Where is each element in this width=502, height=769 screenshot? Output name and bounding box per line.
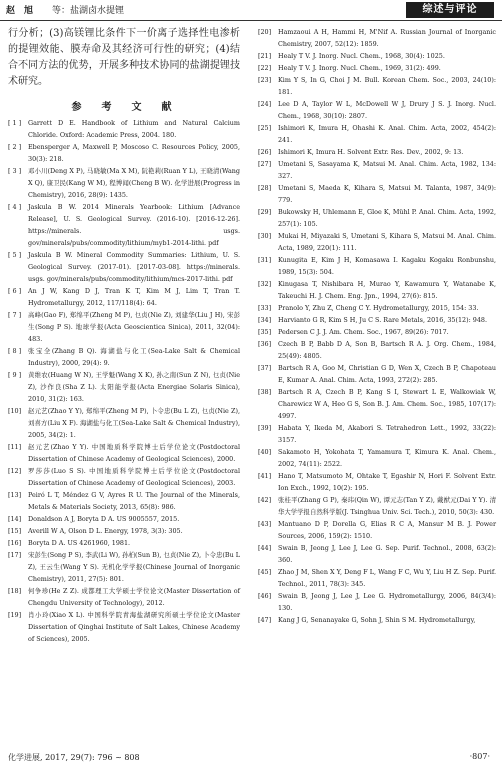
reference-item	[258, 590, 496, 614]
reference-text: 何争珍(He Z Z). 成都理工大学硕士学位论文(Master Dissertation of Chengdu University of Technology), 2012.	[28, 587, 240, 607]
reference-number: [34]	[258, 316, 272, 324]
reference-number: [23]	[258, 76, 272, 84]
reference-text: 肖小玲(Xiao X L). 中国科学院青海盐湖研究所硕士学位论文(Master Dissertation of Qinghai Institute of Salt Lakes, Chinese Academy of Sciences), 2005.	[28, 611, 240, 643]
reference-item	[8, 549, 240, 585]
reference-number: [16]	[8, 539, 22, 547]
reference-item	[258, 158, 496, 182]
reference-text: Jaskula B W. Mineral Commodity Summaries: Lithium, U. S. Geological Survey. (2017-01). [2017-03-08]. https://minerals. usgs. gov/minerals/pubs/commodity/lithium/mcs-2017-lithi. pdf	[28, 251, 240, 283]
right-column	[258, 26, 496, 626]
reference-text: Averill W A, Olson D L. Energy, 1978, 3(3): 305.	[28, 527, 183, 535]
references-list-right	[258, 26, 496, 626]
reference-item	[258, 362, 496, 386]
reference-text: Kim Y S, In G, Choi J M. Bull. Korean Chem. Soc., 2003, 24(10): 181.	[278, 76, 496, 96]
reference-item	[258, 338, 496, 362]
reference-number: [18]	[8, 587, 22, 595]
reference-item	[258, 302, 496, 314]
reference-number: [ 8 ]	[8, 347, 22, 355]
reference-text: Pedersen C J. J. Am. Chem. Soc., 1967, 89(26): 7017.	[278, 328, 449, 336]
reference-text: Healy T V. J. Inorg. Nucl. Chem., 1969, 31(2): 499.	[278, 64, 441, 72]
reference-item	[8, 249, 240, 285]
page-header	[0, 0, 502, 21]
reference-item	[8, 201, 240, 249]
reference-text: Kang J G, Senanayake G, Sohn J, Shin S M. Hydrometallurgy,	[278, 616, 476, 624]
reference-item	[8, 165, 240, 201]
reference-item	[258, 122, 496, 146]
reference-number: [15]	[8, 527, 22, 535]
reference-text: Peiró L T, Méndez G V, Ayres R U. The Journal of the Minerals, Metals & Materials Society, 2013, 65(8): 986.	[28, 491, 240, 511]
reference-item	[8, 609, 240, 645]
reference-text: 罗莎莎(Luo S S). 中国地质科学院博士后学位论文(Postdoctoral Dissertation of Chinese Academy of Geological Sciences), 2003.	[28, 467, 240, 487]
reference-text: Hamzaoui A H, Hammi H, M'Nif A. Russian Journal of Inorganic Chemistry, 2007, 52(12): 1859.	[278, 28, 496, 48]
reference-text: Ishimori K, Imura H, Ohashi K. Anal. Chim. Acta, 2002, 454(2): 241.	[278, 124, 496, 144]
reference-number: [ 7 ]	[8, 311, 22, 319]
reference-item	[8, 525, 240, 537]
reference-number: [32]	[258, 280, 272, 288]
reference-number: [21]	[258, 52, 272, 60]
reference-item	[258, 74, 496, 98]
reference-item	[258, 50, 496, 62]
reference-text: Kinugasa T, Nishibara H, Murao Y, Kawamura Y, Watanabe K, Takeuchi H. J. Chem. Eng. Jpn., 1994, 27(6): 815.	[278, 280, 496, 300]
reference-number: [29]	[258, 208, 272, 216]
reference-text: Umetani S, Maeda K, Kihara S, Matsui M. Talanta, 1987, 34(9): 779.	[278, 184, 496, 204]
reference-number: [28]	[258, 184, 272, 192]
reference-item	[258, 62, 496, 74]
reference-number: [12]	[8, 467, 22, 475]
reference-number: [22]	[258, 64, 272, 72]
reference-item	[258, 518, 496, 542]
reference-number: [11]	[8, 443, 22, 451]
reference-item	[8, 141, 240, 165]
reference-text: Ishimori K, Imura H. Solvent Extr. Res. Dev., 2002, 9: 13.	[278, 148, 464, 156]
reference-item	[8, 309, 240, 345]
reference-text: Swain B, Jeong J, Lee J, Lee G. Sep. Purif. Technol., 2008, 63(2): 360.	[278, 544, 496, 564]
reference-number: [43]	[258, 520, 272, 528]
reference-text: 黄维农(Huang W N), 王学魁(Wang X K), 孙之南(Sun Z N), 乜贞(Nie Z), 沙作良(Sha Z L). 太阳能学报(Acta Energiae Solaris Sinica), 2010, 31(2): 163.	[28, 371, 240, 403]
reference-number: [40]	[258, 448, 272, 456]
reference-text: 张宝全(Zhang B Q). 海湖盐与化工(Sea-Lake Salt & Chemical Industry), 2000, 29(4): 9.	[28, 347, 240, 367]
reference-item	[8, 513, 240, 525]
reference-text: Swain B, Jeong J, Lee J, Lee G. Hydrometallurgy, 2006, 84(3/4): 130.	[278, 592, 496, 612]
reference-number: [13]	[8, 491, 22, 499]
reference-number: [ 6 ]	[8, 287, 22, 295]
references-list-left	[8, 117, 240, 645]
reference-text: Garrett D E. Handbook of Lithium and Natural Calcium Chloride. Oxford: Academic Press, 2004. 180.	[28, 119, 240, 139]
reference-number: [37]	[258, 364, 272, 372]
reference-number: [ 9 ]	[8, 371, 22, 379]
reference-number: [47]	[258, 616, 272, 624]
reference-text: 邓小川(Deng X P), 马晓敏(Ma X M), 阮艳莉(Ruan Y L), 王晓清(Wang X Q), 康卫民(Kang W M), 程博闻(Cheng B W). 化学进展(Progress in Chemistry), 2016, 28(9): 1435.	[28, 167, 240, 199]
reference-number: [20]	[258, 28, 272, 36]
reference-text: Bartsch R A, Goo M, Christian G D, Wen X, Czech B P, Chapoteau E, Kumar A. Anal. Chim. Acta, 1993, 272(2): 285.	[278, 364, 496, 384]
reference-text: Zhao J M, Shen X Y, Deng F L, Wang F C, Wu Y, Liu H Z. Sep. Purif. Technol., 2011, 78(3): 345.	[278, 568, 496, 588]
reference-text: 张桂平(Zhang G P), 秦玮(Qin W), 谭元志(Tan Y Z), 戴猷元(Dai Y Y). 清华大学学报自然科学版(J. Tsinghua Univ. Sci. Tech.), 2010, 50(3): 430.	[278, 496, 496, 516]
header-author: 赵 旭	[6, 6, 34, 16]
reference-number: [33]	[258, 304, 272, 312]
reference-text: Mukai H, Miyazaki S, Umetani S, Kihara S, Matsui M. Anal. Chim. Acta, 1989, 220(1): 111.	[278, 232, 496, 252]
reference-text: Hano T, Matsumoto M, Ohtake T, Egashir N, Hori F. Solvent Extr. Ion Exch., 1992, 10(2): 195.	[278, 472, 496, 492]
reference-text: Harvianto G R, Kim S H, Ju C S. Rare Metals, 2016, 35(12): 948.	[278, 316, 487, 324]
left-column	[8, 26, 240, 645]
reference-text: 高峰(Gao F), 郑绵平(Zheng M P), 乜贞(Nie Z), 刘建华(Liu J H), 宋彭生(Song P S). 地球学报(Acta Geoscientica Sinica), 2011, 32(04): 483.	[28, 311, 240, 343]
reference-item	[258, 470, 496, 494]
footer-page-number: ·807·	[469, 752, 490, 761]
reference-text: Sakamoto H, Yokohata T, Yamamura T, Kimura K. Anal. Chem., 2002, 74(11): 2522.	[278, 448, 496, 468]
reference-number: [14]	[8, 515, 22, 523]
reference-text: Bukowsky H, Uhlemann E, Gloe K, Mühl P. Anal. Chim. Acta, 1992, 257(1): 105.	[278, 208, 496, 228]
reference-item	[8, 117, 240, 141]
reference-number: [39]	[258, 424, 272, 432]
reference-item	[8, 465, 240, 489]
reference-text: Lee D A, Taylor W L, McDowell W J, Drury J S. J. Inorg. Nucl. Chem., 1968, 30(10): 2807.	[278, 100, 496, 120]
reference-item	[258, 314, 496, 326]
reference-item	[258, 386, 496, 422]
reference-item	[258, 326, 496, 338]
reference-text: Boryta D A. US 4261960, 1981.	[28, 539, 131, 547]
reference-number: [45]	[258, 568, 272, 576]
reference-text: Jaskula B W. 2014 Minerals Yearbook: Lithium [Advance Release], U. S. Geological Survey. (2016-10). [2016-12-26]. https://minerals. usgs. gov/minerals/pubs/commodity/lithium/myb1-2014-lithi. pdf	[28, 203, 240, 247]
reference-item	[258, 614, 496, 626]
reference-item	[258, 566, 496, 590]
reference-text: Mantuano D P, Dorella G, Elias R C A, Mansur M B. J. Power Sources, 2006, 159(2): 1510.	[278, 520, 496, 540]
reference-number: [ 2 ]	[8, 143, 22, 151]
reference-text: Pranolo Y, Zhu Z, Cheng C Y. Hydrometallurgy, 2015, 154: 33.	[278, 304, 479, 312]
reference-text: Donaldson A J, Boryta D A. US 9005557, 2015.	[28, 515, 180, 523]
reference-number: [10]	[8, 407, 22, 415]
reference-item	[258, 254, 496, 278]
reference-item	[8, 489, 240, 513]
reference-number: [27]	[258, 160, 272, 168]
reference-item	[258, 98, 496, 122]
reference-text: Habata Y, Ikeda M, Akabori S. Tetrahedron Lett., 1992, 33(22): 3157.	[278, 424, 496, 444]
reference-number: [36]	[258, 340, 272, 348]
reference-number: [24]	[258, 100, 272, 108]
reference-text: Czech B P, Babb D A, Son B, Bartsch R A. J. Org. Chem., 1984, 25(49): 4805.	[278, 340, 496, 360]
footer-journal: 化学进展, 2017, 29(7): 796 ~ 808	[8, 753, 140, 762]
reference-number: [31]	[258, 256, 272, 264]
header-title: 等：盐湖卤水提锂	[52, 6, 125, 16]
reference-text: 赵元艺(Zhao Y Y). 中国地质科学院博士后学位论文(Postdoctoral Dissertation of Chinese Academy of Geological Sciences), 2000.	[28, 443, 240, 463]
reference-text: Ebensperger A, Maxwell P, Moscoso C. Resources Policy, 2005, 30(3): 218.	[28, 143, 240, 163]
reference-text: 赵元艺(Zhao Y Y), 郑绵平(Zheng M P), 卜令忠(Bu L Z), 乜贞(Nie Z), 刘喜方(Liu X F). 海湖盐与化工(Sea-Lake Salt & Chemical Industry), 2005, 34(2): 1.	[28, 407, 240, 439]
reference-item	[8, 285, 240, 309]
section-badge: 综述与评论	[406, 2, 494, 18]
reference-number: [41]	[258, 472, 272, 480]
reference-item	[258, 182, 496, 206]
reference-number: [26]	[258, 148, 272, 156]
reference-number: [ 5 ]	[8, 251, 22, 259]
reference-number: [ 1 ]	[8, 119, 22, 127]
reference-number: [30]	[258, 232, 272, 240]
reference-text: An J W, Kang D J, Tran K T, Kim M J, Lim T, Tran T. Hydrometallurgy, 2012, 117/118(4): 64.	[28, 287, 240, 307]
reference-item	[258, 278, 496, 302]
reference-number: [38]	[258, 388, 272, 396]
reference-item	[258, 422, 496, 446]
reference-item	[258, 542, 496, 566]
reference-item	[258, 494, 496, 518]
reference-item	[8, 405, 240, 441]
reference-text: Umetani S, Sasayama K, Matsui M. Anal. Chim. Acta, 1982, 134: 327.	[278, 160, 496, 180]
body-paragraph: 行分析；(3)高镁锂比条件下一价离子选择性电渗析的提锂效能、膜寿命及其经济可行性的研究；(4)结合不同方法的优势，开展多种技术协同的盐湖提锂技术研究。	[8, 28, 240, 87]
reference-text: Kunugita E, Kim J H, Komasawa I. Kagaku Kogaku Ronbunshu, 1989, 15(3): 504.	[278, 256, 496, 276]
reference-item	[258, 206, 496, 230]
reference-item	[258, 446, 496, 470]
reference-number: [ 3 ]	[8, 167, 22, 175]
reference-number: [17]	[8, 551, 22, 559]
reference-text: Healy T V. J. Inorg. Nucl. Chem., 1968, 30(4): 1025.	[278, 52, 445, 60]
reference-number: [44]	[258, 544, 272, 552]
reference-number: [ 4 ]	[8, 203, 22, 211]
reference-number: [25]	[258, 124, 272, 132]
reference-item	[8, 441, 240, 465]
reference-number: [46]	[258, 592, 272, 600]
reference-item	[8, 585, 240, 609]
reference-item	[8, 537, 240, 549]
reference-number: [42]	[258, 496, 272, 504]
references-title: 参 考 文 献	[71, 102, 177, 113]
reference-item	[8, 345, 240, 369]
reference-item	[258, 146, 496, 158]
reference-item	[8, 369, 240, 405]
reference-number: [35]	[258, 328, 272, 336]
reference-item	[258, 26, 496, 50]
reference-text: Bartsch R A, Czech B P, Kang S I, Stewart L E, Walkowiak W, Charewicz W A, Heo G S, Son B. J. Am. Chem. Soc., 1985, 107(17): 4997.	[278, 388, 496, 420]
reference-item	[258, 230, 496, 254]
reference-number: [19]	[8, 611, 22, 619]
reference-text: 宋彭生(Song P S), 李武(Li W), 孙柏(Sun B), 乜贞(Nie Z), 卜令忠(Bu L Z), 王云生(Wang Y S). 无机化学学报(Chinese Journal of Inorganic Chemistry), 2011, 27(5): 801.	[28, 551, 240, 583]
